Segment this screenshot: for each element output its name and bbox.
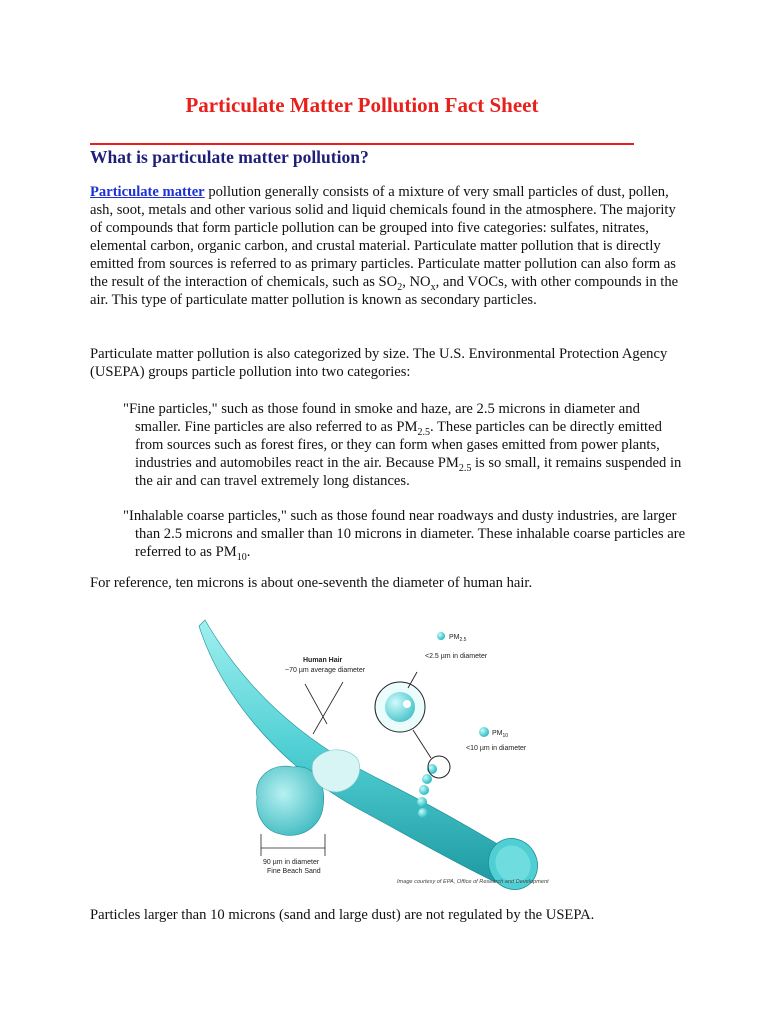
pm10-description: <10 µm in diameter xyxy=(466,745,527,752)
particulate-matter-link[interactable]: Particulate matter xyxy=(90,184,205,200)
pm10-legend-dot xyxy=(479,727,489,737)
pm10-particle xyxy=(419,785,429,795)
page-title: Particulate Matter Pollution Fact Sheet xyxy=(185,93,539,117)
pm10-label: $PM_{10}$ xyxy=(492,730,509,739)
coarse-particles-paragraph: "Inhalable coarse particles," such as those found near roadways and dusty industries, are larger than 2.5 microns and smaller than 10 microns in diameter. These inhalable coarse particles are referred to as $PM_{10}$. xyxy=(123,508,686,563)
particle-size-illustration xyxy=(195,612,580,892)
pm25-description: <2.5 µm in diameter xyxy=(425,653,488,660)
size-category-paragraph: Particulate matter pollution is also categorized by size. The U.S. Environmental Protection Agency (USEPA) groups particle pollution into two categories: xyxy=(90,346,668,380)
pm10-particle xyxy=(418,808,428,818)
image-credit: Image courtesy of EPA, Office of Research and Development xyxy=(397,879,549,885)
regulation-paragraph: Particles larger than 10 microns (sand and large dust) are not regulated by the USEPA. xyxy=(90,907,595,923)
human-hair-description: ~70 µm average diameter xyxy=(285,667,366,674)
pm10-particle xyxy=(422,774,432,784)
human-hair-label: Human Hair xyxy=(303,657,343,664)
pm25-legend-dot xyxy=(437,632,445,640)
section-heading: What is particulate matter pollution? xyxy=(90,147,369,167)
pm10-particle xyxy=(417,797,427,807)
intro-paragraph: Particulate matter pollution generally consists of a mixture of very small particles of dust, pollen, ash, soot, metals and other various solid and liquid chemicals found in the atmosphere. The majority of compounds that form particle pollution can be grouped into five categories: sulfates, nitrates, elemental carbon, organic carbon, and crustal material. Particulate matter pollution that is directly emitted from sources is referred to as primary particles. Particulate matter pollution can also form as the result of the interaction of chemicals, such as $SO_2$, $NO_x$, and VOCs, with other compounds in the air. This type of particulate matter pollution is known as secondary particles. xyxy=(90,184,679,308)
sand-diameter-text: 90 µm in diameter xyxy=(263,859,320,866)
fine-particles-paragraph: "Fine particles," such as those found in smoke and haze, are 2.5 microns in diameter and smaller. Fine particles are also referred to as $PM_{2.5}$. These particles can be directly emitted from sources such as forest fires, or they can form when gases emitted from power plants, industries and automobiles react in the air. Because $PM_{2.5}$ is so small, it remains suspended in the air and can travel extremely long distances. xyxy=(123,401,682,489)
pm25-label: $PM_{2.5}$ xyxy=(449,634,467,643)
sand-label: Fine Beach Sand xyxy=(267,868,321,875)
reference-paragraph: For reference, ten microns is about one-seventh the diameter of human hair. xyxy=(90,575,533,591)
title-divider xyxy=(90,143,634,145)
